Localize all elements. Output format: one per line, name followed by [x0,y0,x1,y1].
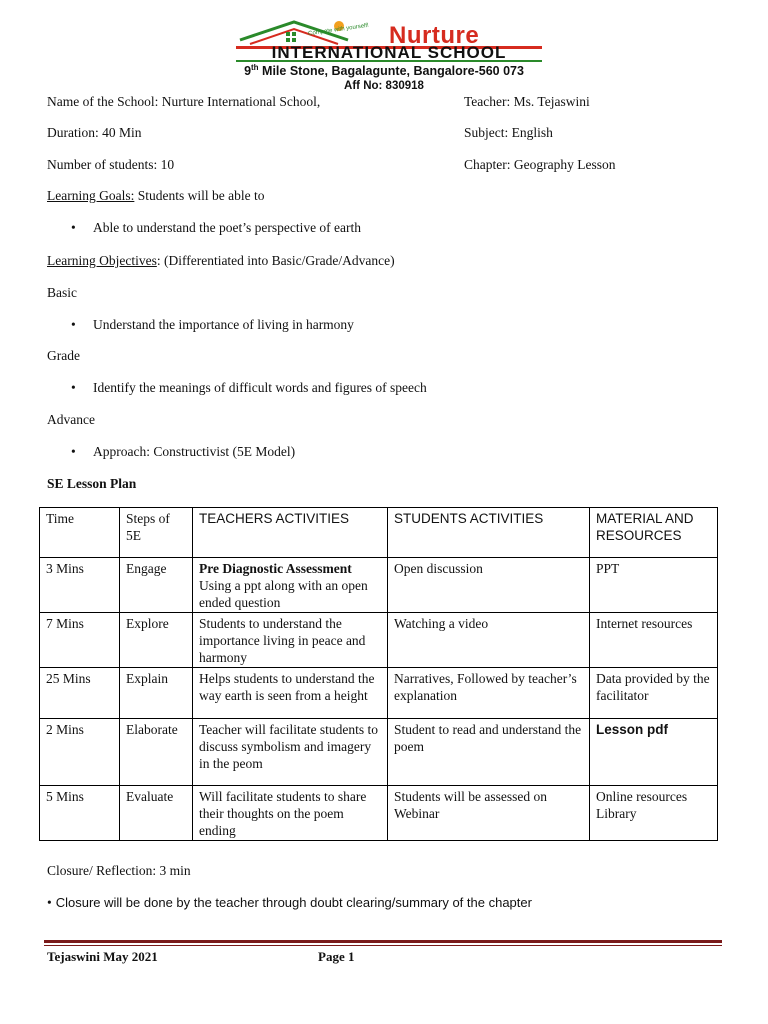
learning-goals: Learning Goals: Students will be able to [47,188,265,203]
closure-bullet: • Closure will be done by the teacher through doubt clearing/summary of the chapter [47,895,532,910]
cell-material: Data provided by the facilitator [590,668,718,719]
closure-label: Closure/ Reflection: 3 min [47,863,191,878]
cell-step: Engage [120,558,193,613]
cell-students: Open discussion [388,558,590,613]
table-header-row [40,508,718,558]
header-students-activities: STUDENTS ACTIVITIES [388,508,590,558]
footer-author: Tejaswini May 2021 [47,949,158,964]
footer-rule [44,940,722,943]
page-number: Page 1 [318,949,355,964]
cell-students: Student to read and understand the poem [388,719,590,786]
table-row [40,613,718,668]
basic-label: Basic [47,285,77,300]
cell-students: Narratives, Followed by teacher’s explanation [388,668,590,719]
cell-time: 7 Mins [40,613,120,668]
cell-students: Students will be assessed on Webinar [388,786,590,841]
teacher-name: Teacher: Ms. Tejaswini [464,94,590,109]
table-row [40,719,718,786]
grade-label: Grade [47,348,80,363]
basic-bullet: • Understand the importance of living in harmony [93,317,354,333]
cell-material: PPT [590,558,718,613]
logo-wordmark: Nurture [389,22,480,49]
advance-bullet: • Approach: Constructivist (5E Model) [93,444,295,460]
cell-teacher: Teacher will facilitate students to discuss symbolism and imagery in the peom [193,719,388,786]
header-material: MATERIAL AND RESOURCES [590,508,718,558]
duration: Duration: 40 Min [47,125,142,140]
cell-material: Internet resources [590,613,718,668]
cell-teacher: Pre Diagnostic Assessment Using a ppt along with an open ended question [193,558,388,613]
header-time: Time [40,508,120,558]
header-steps: Steps of 5E [120,508,193,558]
header-teachers-activities: TEACHERS ACTIVITIES [193,508,388,558]
number-of-students: Number of students: 10 [47,157,175,172]
cell-time: 5 Mins [40,786,120,841]
cell-material: Lesson pdf [590,719,718,786]
cell-step: Evaluate [120,786,193,841]
school-name: Name of the School: Nurture International School, [47,94,321,109]
cell-step: Elaborate [120,719,193,786]
cell-time: 25 Mins [40,668,120,719]
cell-teacher: Helps students to understand the way earth is seen from a height [193,668,388,719]
cell-teacher: Students to understand the importance living in peace and harmony [193,613,388,668]
cell-time: 2 Mins [40,719,120,786]
grade-bullet: • Identify the meanings of difficult words and figures of speech [93,380,427,396]
chapter: Chapter: Geography Lesson [464,157,616,172]
school-logo [236,18,542,64]
school-address: 9th Mile Stone, Bagalagunte, Bangalore-560 073 [244,63,524,79]
cell-time: 3 Mins [40,558,120,613]
goal-bullet: • Able to understand the poet’s perspective of earth [93,220,361,236]
logo-tagline: Compete with yourself! [307,22,370,38]
affiliation-number: Aff No: 830918 [344,80,424,92]
lesson-plan-title: SE Lesson Plan [47,476,137,491]
cell-teacher: Will facilitate students to share their thoughts on the poem ending [193,786,388,841]
cell-material: Online resources Library [590,786,718,841]
lesson-plan-table [39,507,718,841]
footer-rule-thin [44,945,722,946]
logo-school-name: INTERNATIONAL SCHOOL [271,43,507,62]
cell-students: Watching a video [388,613,590,668]
learning-objectives: Learning Objectives: (Differentiated into Basic/Grade/Advance) [47,253,395,268]
table-row [40,786,718,841]
advance-label: Advance [47,412,95,427]
table-row [40,558,718,613]
table-row [40,668,718,719]
cell-step: Explain [120,668,193,719]
cell-step: Explore [120,613,193,668]
subject: Subject: English [464,125,553,140]
